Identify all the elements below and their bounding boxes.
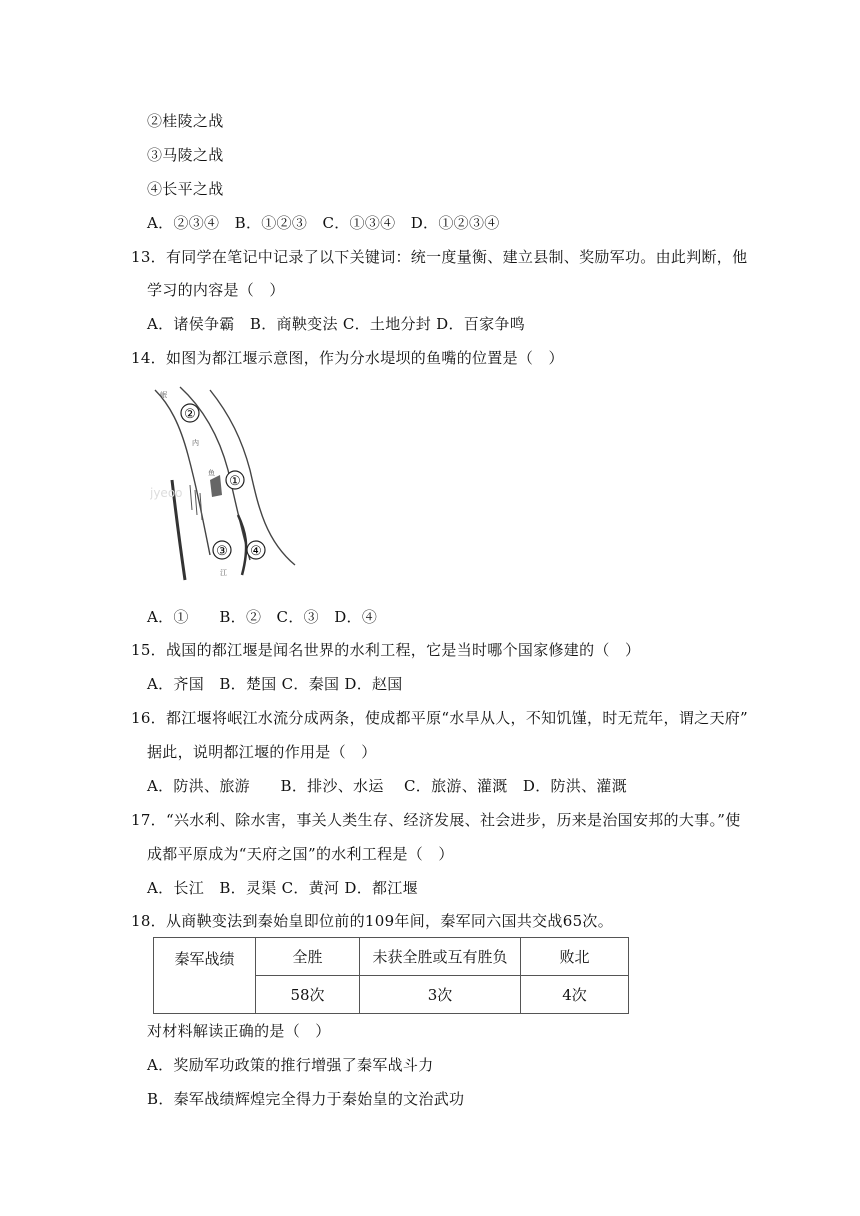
- q16-stem-line1: 16．都江堰将岷江水流分成两条，使成都平原“水旱从人，不知饥馑，时无荒年，谓之天府”: [131, 709, 749, 727]
- yuzui-block: [210, 475, 222, 497]
- table-cell-win: 58次: [256, 976, 360, 1014]
- table-header-mixed: 未获全胜或互有胜负: [360, 938, 521, 976]
- dujiangyan-map-figure: [150, 385, 300, 585]
- q16-choices: A．防洪、旅游 B．排沙、水运 C．旅游、灌溉 D．防洪、灌溉: [147, 777, 628, 795]
- marker-2: ②: [184, 407, 196, 422]
- q18-stem: 18．从商鞅变法到秦始皇即位前的109年间，秦军同六国共交战65次。: [131, 912, 614, 930]
- q13-stem-line2: 学习的内容是（ ）: [147, 281, 285, 299]
- table-header-win: 全胜: [256, 938, 360, 976]
- q13-choices: A．诸侯争霸 B．商鞅变法 C．土地分封 D．百家争鸣: [147, 315, 525, 333]
- q18-option-a: A．奖励军功政策的推行增强了秦军战斗力: [147, 1056, 434, 1074]
- marker-3: ③: [216, 544, 228, 559]
- q13-stem-line1: 13．有同学在笔记中记录了以下关键词：统一度量衡、建立县制、奖励军功。由此判断，他: [131, 248, 748, 266]
- q17-stem-line1: 17．“兴水利、除水害，事关人类生存、经济发展、社会进步，历来是治国安邦的大事。”使: [131, 811, 741, 829]
- map-label-nei: 内: [192, 439, 199, 447]
- map-label-jiang: 江: [220, 569, 227, 577]
- marker-1: ①: [229, 474, 241, 489]
- table-row-header: 秦军战绩: [154, 938, 256, 1014]
- map-label-min: 岷: [160, 391, 167, 399]
- table-cell-mixed: 3次: [360, 976, 521, 1014]
- q12-option-2: ②桂陵之战: [147, 112, 224, 130]
- q17-stem-line2: 成都平原成为“天府之国”的水利工程是（ ）: [147, 845, 454, 863]
- q16-stem-line2: 据此，说明都江堰的作用是（ ）: [147, 743, 377, 761]
- q12-option-3: ③马陵之战: [147, 146, 224, 164]
- q14-stem: 14．如图为都江堰示意图，作为分水堤坝的鱼嘴的位置是（ ）: [131, 349, 564, 367]
- table-row: [154, 938, 629, 976]
- river-bank-right: [210, 390, 295, 565]
- table-cell-lose: 4次: [521, 976, 629, 1014]
- map-label-yu: 鱼: [208, 469, 215, 477]
- table-header-lose: 败北: [521, 938, 629, 976]
- q14-choices: A．① B．② C．③ D．④: [147, 608, 378, 626]
- q12-option-4: ④长平之战: [147, 180, 224, 198]
- q17-choices: A．长江 B．灵渠 C．黄河 D．都江堰: [147, 879, 418, 897]
- outer-channel: [238, 515, 246, 575]
- q15-choices: A．齐国 B．楚国 C．秦国 D．赵国: [147, 675, 403, 693]
- q15-stem: 15．战国的都江堰是闻名世界的水利工程，它是当时哪个国家修建的（ ）: [131, 641, 641, 659]
- watermark: jyeoo: [150, 486, 183, 500]
- q18-option-b: B．秦军战绩辉煌完全得力于秦始皇的文治武功: [147, 1090, 465, 1108]
- marker-4: ④: [250, 544, 262, 559]
- q12-choices: A．②③④ B．①②③ C．①③④ D．①②③④: [147, 214, 500, 232]
- dujiangyan-map-svg: [150, 385, 300, 585]
- q18-battle-table: [153, 937, 629, 1014]
- q18-prompt: 对材料解读正确的是（ ）: [147, 1022, 331, 1040]
